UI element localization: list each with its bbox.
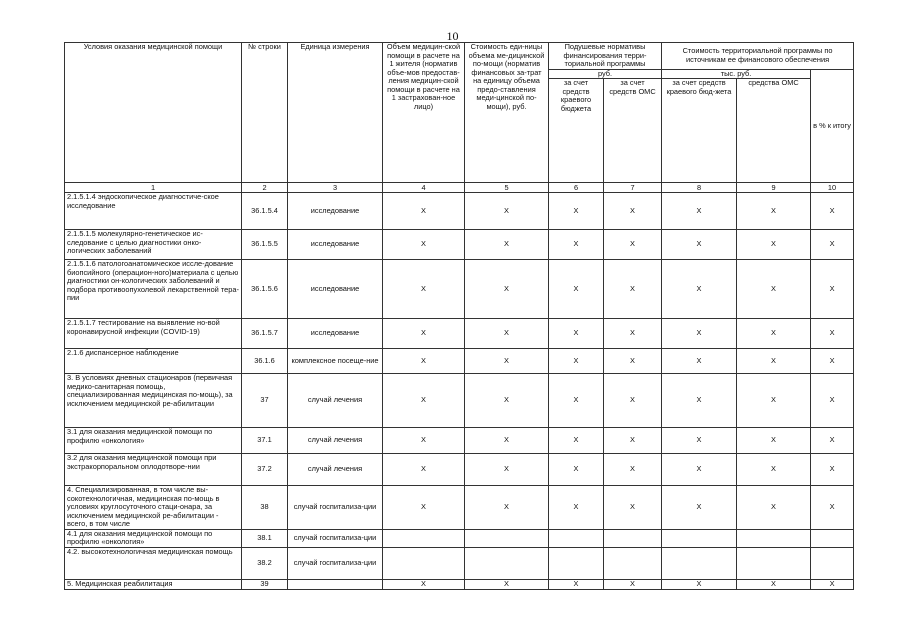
unit-cell: случай госпитализа-ции xyxy=(288,547,383,579)
table-row xyxy=(65,349,854,374)
value-cell: X xyxy=(383,230,465,260)
value-cell: X xyxy=(811,349,854,374)
table-row xyxy=(65,193,854,230)
column-number: 8 xyxy=(662,183,737,193)
value-cell: X xyxy=(662,230,737,260)
table-row xyxy=(65,374,854,428)
value-cell: X xyxy=(465,260,549,319)
unit-cell: исследование xyxy=(288,260,383,319)
header-program-regional: за счет средств краевого бюд-жета xyxy=(662,79,737,183)
value-cell: X xyxy=(465,230,549,260)
value-cell: X xyxy=(811,193,854,230)
value-cell: X xyxy=(811,260,854,319)
value-cell: X xyxy=(604,319,662,349)
unit-cell: исследование xyxy=(288,319,383,349)
table-row xyxy=(65,486,854,530)
value-cell: X xyxy=(465,428,549,454)
value-cell: X xyxy=(465,193,549,230)
header-per-capita-unit: руб. xyxy=(549,69,662,79)
table-row xyxy=(65,319,854,349)
value-cell: X xyxy=(549,349,604,374)
value-cell: X xyxy=(662,428,737,454)
value-cell: X xyxy=(811,486,854,530)
value-cell: X xyxy=(604,260,662,319)
value-cell: X xyxy=(465,454,549,486)
value-cell xyxy=(662,529,737,547)
header-per-capita: Подушевые нормативы финансирования терри-ториальной программы xyxy=(549,43,662,70)
value-cell: X xyxy=(383,193,465,230)
value-cell: X xyxy=(811,454,854,486)
value-cell: X xyxy=(811,579,854,589)
condition-cell: 4.1 для оказания медицинской помощи по профилю «онкология» xyxy=(65,529,242,547)
value-cell: X xyxy=(549,486,604,530)
value-cell: X xyxy=(383,579,465,589)
value-cell: X xyxy=(465,374,549,428)
condition-cell: 3.2 для оказания медицинской помощи при экстракорпоральном оплодотворе-нии xyxy=(65,454,242,486)
column-number: 10 xyxy=(811,183,854,193)
value-cell: X xyxy=(662,374,737,428)
header-row-number: № строки xyxy=(242,43,288,183)
unit-cell: исследование xyxy=(288,193,383,230)
header-program-cost: Стоимость территориальной программы по источникам ее финансового обеспечения xyxy=(662,43,854,70)
table-row xyxy=(65,547,854,579)
value-cell: X xyxy=(662,486,737,530)
condition-cell: 3. В условиях дневных стационаров (первичная медико-санитарная помощь, специализированная медицинская по-мощь), за исключением медицинской ре-абилитации xyxy=(65,374,242,428)
column-number: 1 xyxy=(65,183,242,193)
unit-cell: случай госпитализа-ции xyxy=(288,486,383,530)
column-number: 4 xyxy=(383,183,465,193)
value-cell: X xyxy=(737,260,811,319)
column-number: 2 xyxy=(242,183,288,193)
value-cell: X xyxy=(662,193,737,230)
value-cell xyxy=(811,547,854,579)
header-percent: в % к итогу xyxy=(811,69,854,183)
value-cell: X xyxy=(662,319,737,349)
value-cell xyxy=(383,547,465,579)
condition-cell: 2.1.5.1.6 патологоанатомическое иссле-дование биопсийного (операцион-ного)материала с целью диагностики он-кологических заболеваний и подбора противоопухолевой лекарственной тера-пии xyxy=(65,260,242,319)
table-row xyxy=(65,579,854,589)
value-cell: X xyxy=(737,579,811,589)
value-cell xyxy=(737,547,811,579)
value-cell: X xyxy=(737,230,811,260)
value-cell: X xyxy=(604,428,662,454)
value-cell xyxy=(604,529,662,547)
value-cell: X xyxy=(604,579,662,589)
value-cell: X xyxy=(383,260,465,319)
row-number-cell: 36.1.6 xyxy=(242,349,288,374)
header-volume: Объем медицин-ской помощи в расчете на 1 жителя (норматив объе-мов предостав-ления медицин-ской помощи в расчете на 1 застрахован-ное лицо) xyxy=(383,43,465,183)
table-row xyxy=(65,454,854,486)
value-cell: X xyxy=(662,260,737,319)
table-body xyxy=(65,193,854,590)
value-cell: X xyxy=(383,454,465,486)
unit-cell: комплексное посеще-ние xyxy=(288,349,383,374)
row-number-cell: 38.1 xyxy=(242,529,288,547)
header-cost: Стоимость еди-ницы объема ме-дицинской по-мощи (норматив финансовых за-трат на единицу объема предо-ставления меди-цинской по-мощи), руб. xyxy=(465,43,549,183)
row-number-cell: 37.2 xyxy=(242,454,288,486)
table-row xyxy=(65,230,854,260)
header-regional-budget: за счет средств краевого бюджета xyxy=(549,79,604,183)
value-cell: X xyxy=(549,260,604,319)
value-cell: X xyxy=(604,486,662,530)
column-number: 5 xyxy=(465,183,549,193)
condition-cell: 2.1.5.1.7 тестирование на выявление но-вой коронавирусной инфекции (COVID-19) xyxy=(65,319,242,349)
value-cell xyxy=(549,529,604,547)
condition-cell: 3.1 для оказания медицинской помощи по профилю «онкология» xyxy=(65,428,242,454)
table-row xyxy=(65,529,854,547)
value-cell: X xyxy=(811,374,854,428)
row-number-cell: 38 xyxy=(242,486,288,530)
value-cell xyxy=(737,529,811,547)
column-number: 9 xyxy=(737,183,811,193)
value-cell: X xyxy=(737,428,811,454)
condition-cell: 2.1.5.1.4 эндоскопическое диагностиче-ское исследование xyxy=(65,193,242,230)
value-cell: X xyxy=(465,486,549,530)
value-cell: X xyxy=(383,319,465,349)
value-cell: X xyxy=(604,230,662,260)
column-number: 3 xyxy=(288,183,383,193)
header-program-oms: средства ОМС xyxy=(737,79,811,183)
condition-cell: 4.2. высокотехнологичная медицинская помощь xyxy=(65,547,242,579)
header-unit: Единица измерения xyxy=(288,43,383,183)
table-row xyxy=(65,260,854,319)
unit-cell: случай лечения xyxy=(288,374,383,428)
row-number-cell: 36.1.5.7 xyxy=(242,319,288,349)
value-cell: X xyxy=(662,349,737,374)
value-cell: X xyxy=(604,193,662,230)
value-cell: X xyxy=(549,454,604,486)
value-cell: X xyxy=(465,319,549,349)
row-number-cell: 36.1.5.6 xyxy=(242,260,288,319)
unit-cell xyxy=(288,579,383,589)
value-cell: X xyxy=(604,349,662,374)
value-cell: X xyxy=(549,374,604,428)
value-cell: X xyxy=(549,193,604,230)
value-cell: X xyxy=(737,454,811,486)
value-cell: X xyxy=(737,319,811,349)
row-number-cell: 38.2 xyxy=(242,547,288,579)
row-number-cell: 39 xyxy=(242,579,288,589)
value-cell xyxy=(662,547,737,579)
value-cell: X xyxy=(737,374,811,428)
value-cell: X xyxy=(811,230,854,260)
header-conditions: Условия оказания медицинской помощи xyxy=(65,43,242,183)
header-program-cost-unit: тыс. руб. xyxy=(662,69,811,79)
value-cell xyxy=(465,547,549,579)
row-number-cell: 36.1.5.5 xyxy=(242,230,288,260)
unit-cell: случай госпитализа-ции xyxy=(288,529,383,547)
value-cell: X xyxy=(383,486,465,530)
column-number: 6 xyxy=(549,183,604,193)
value-cell: X xyxy=(604,374,662,428)
condition-cell: 4. Специализированная, в том числе вы-сокотехнологичная, медицинская по-мощь в условиях круглосуточного стаци-онара, за исключением медицинской ре-абилитации - всего, в том числе xyxy=(65,486,242,530)
row-number-cell: 37 xyxy=(242,374,288,428)
value-cell: X xyxy=(549,428,604,454)
unit-cell: случай лечения xyxy=(288,428,383,454)
value-cell: X xyxy=(383,349,465,374)
header-oms: за счет средств ОМС xyxy=(604,79,662,183)
page-number: 10 xyxy=(446,29,459,43)
value-cell: X xyxy=(465,349,549,374)
row-number-cell: 37.1 xyxy=(242,428,288,454)
unit-cell: исследование xyxy=(288,230,383,260)
value-cell: X xyxy=(383,428,465,454)
program-cost-table xyxy=(64,42,854,590)
value-cell: X xyxy=(549,230,604,260)
condition-cell: 2.1.6 диспансерное наблюдение xyxy=(65,349,242,374)
column-number-row xyxy=(65,183,854,193)
value-cell: X xyxy=(811,319,854,349)
value-cell: X xyxy=(737,486,811,530)
value-cell: X xyxy=(811,428,854,454)
table-row xyxy=(65,428,854,454)
value-cell xyxy=(383,529,465,547)
value-cell: X xyxy=(383,374,465,428)
value-cell xyxy=(549,547,604,579)
value-cell: X xyxy=(549,579,604,589)
unit-cell: случай лечения xyxy=(288,454,383,486)
condition-cell: 2.1.5.1.5 молекулярно-генетическое ис-следование с целью диагностики онко-логических заболеваний xyxy=(65,230,242,260)
value-cell xyxy=(604,547,662,579)
row-number-cell: 36.1.5.4 xyxy=(242,193,288,230)
value-cell: X xyxy=(465,579,549,589)
condition-cell: 5. Медицинская реабилитация xyxy=(65,579,242,589)
value-cell: X xyxy=(549,319,604,349)
value-cell xyxy=(465,529,549,547)
value-cell xyxy=(811,529,854,547)
value-cell: X xyxy=(662,454,737,486)
value-cell: X xyxy=(662,579,737,589)
column-number: 7 xyxy=(604,183,662,193)
value-cell: X xyxy=(604,454,662,486)
value-cell: X xyxy=(737,349,811,374)
value-cell: X xyxy=(737,193,811,230)
